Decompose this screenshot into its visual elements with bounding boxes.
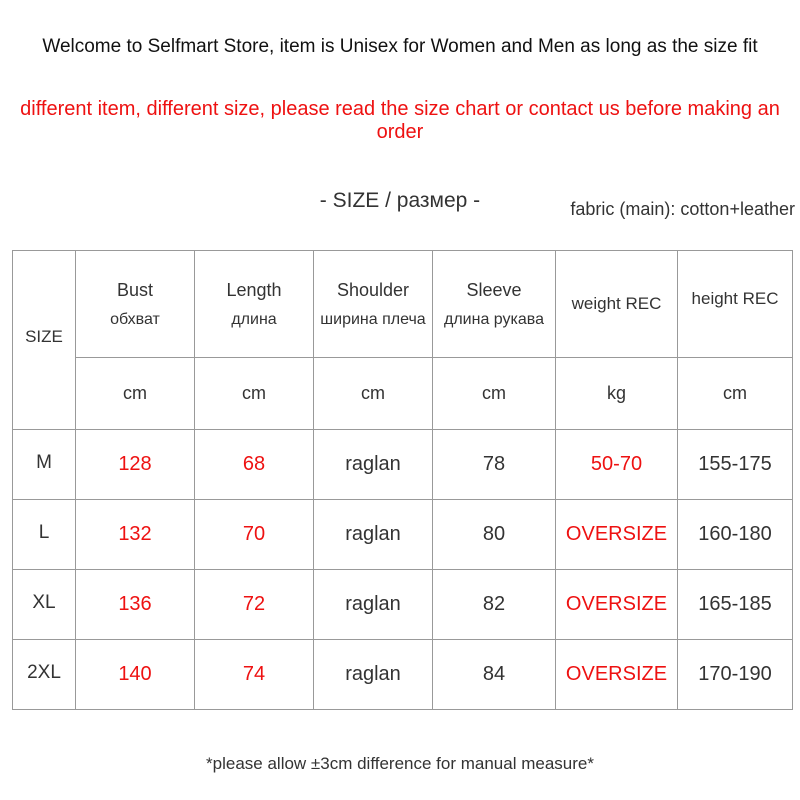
length-header-ru: длина bbox=[231, 310, 277, 328]
table-row bbox=[13, 640, 793, 710]
sleeve-cell: 80 bbox=[433, 500, 556, 570]
shoulder-cell: raglan bbox=[314, 500, 433, 570]
sleeve-cell: 78 bbox=[433, 430, 556, 500]
length-cell: 68 bbox=[195, 430, 314, 500]
weight-cell: OVERSIZE bbox=[556, 500, 678, 570]
sleeve-header-en: Sleeve bbox=[466, 279, 522, 300]
table-header-row bbox=[13, 251, 793, 358]
size-cell: XL bbox=[13, 570, 76, 640]
size-cell: 2XL bbox=[13, 640, 76, 710]
shoulder-header-en: Shoulder bbox=[336, 279, 410, 300]
size-chart-title: - SIZE / размер - bbox=[319, 189, 481, 212]
length-cell: 70 bbox=[195, 500, 314, 570]
table-row bbox=[13, 570, 793, 640]
weight-cell: 50-70 bbox=[556, 430, 678, 500]
size-cell: M bbox=[13, 430, 76, 500]
sleeve-column-header bbox=[433, 251, 556, 358]
bust-column-header bbox=[76, 251, 195, 358]
bust-unit: cm bbox=[76, 358, 195, 430]
fabric-info: fabric (main): cotton+leather bbox=[570, 199, 795, 219]
shoulder-header-ru: ширина плеча bbox=[320, 310, 426, 328]
height-cell: 160-180 bbox=[678, 500, 793, 570]
weight-unit: kg bbox=[556, 358, 678, 430]
sleeve-header-ru: длина рукава bbox=[444, 310, 544, 328]
bust-cell: 136 bbox=[76, 570, 195, 640]
shoulder-cell: raglan bbox=[314, 640, 433, 710]
bust-header-en: Bust bbox=[116, 279, 154, 300]
height-cell: 165-185 bbox=[678, 570, 793, 640]
height-cell: 155-175 bbox=[678, 430, 793, 500]
shoulder-column-header bbox=[314, 251, 433, 358]
length-cell: 74 bbox=[195, 640, 314, 710]
weight-header-en: weight REC bbox=[571, 294, 662, 313]
height-column-header bbox=[678, 251, 793, 358]
bust-header-ru: обхват bbox=[110, 310, 160, 328]
sleeve-unit: cm bbox=[433, 358, 556, 430]
measurement-note: *please allow ±3cm difference for manual measure* bbox=[206, 754, 594, 773]
size-column-header bbox=[13, 251, 76, 430]
sleeve-cell: 84 bbox=[433, 640, 556, 710]
table-row bbox=[13, 500, 793, 570]
weight-column-header bbox=[556, 251, 678, 358]
shoulder-cell: raglan bbox=[314, 430, 433, 500]
shoulder-unit: cm bbox=[314, 358, 433, 430]
size-cell: L bbox=[13, 500, 76, 570]
size-warning-text: different item, different size, please read the size chart or contact us before making an order bbox=[20, 98, 780, 143]
sleeve-cell: 82 bbox=[433, 570, 556, 640]
height-header-en: height REC bbox=[691, 289, 779, 308]
shoulder-cell: raglan bbox=[314, 570, 433, 640]
weight-cell: OVERSIZE bbox=[556, 570, 678, 640]
length-header-en: Length bbox=[226, 279, 282, 300]
length-column-header bbox=[195, 251, 314, 358]
length-cell: 72 bbox=[195, 570, 314, 640]
height-unit: cm bbox=[678, 358, 793, 430]
welcome-text: Welcome to Selfmart Store, item is Unisex for Women and Men as long as the size fit bbox=[42, 36, 758, 57]
size-table bbox=[12, 250, 793, 710]
size-header-label: SIZE bbox=[25, 327, 63, 346]
length-unit: cm bbox=[195, 358, 314, 430]
bust-cell: 128 bbox=[76, 430, 195, 500]
table-row bbox=[13, 430, 793, 500]
bust-cell: 132 bbox=[76, 500, 195, 570]
weight-cell: OVERSIZE bbox=[556, 640, 678, 710]
bust-cell: 140 bbox=[76, 640, 195, 710]
table-unit-row bbox=[13, 358, 793, 430]
height-cell: 170-190 bbox=[678, 640, 793, 710]
